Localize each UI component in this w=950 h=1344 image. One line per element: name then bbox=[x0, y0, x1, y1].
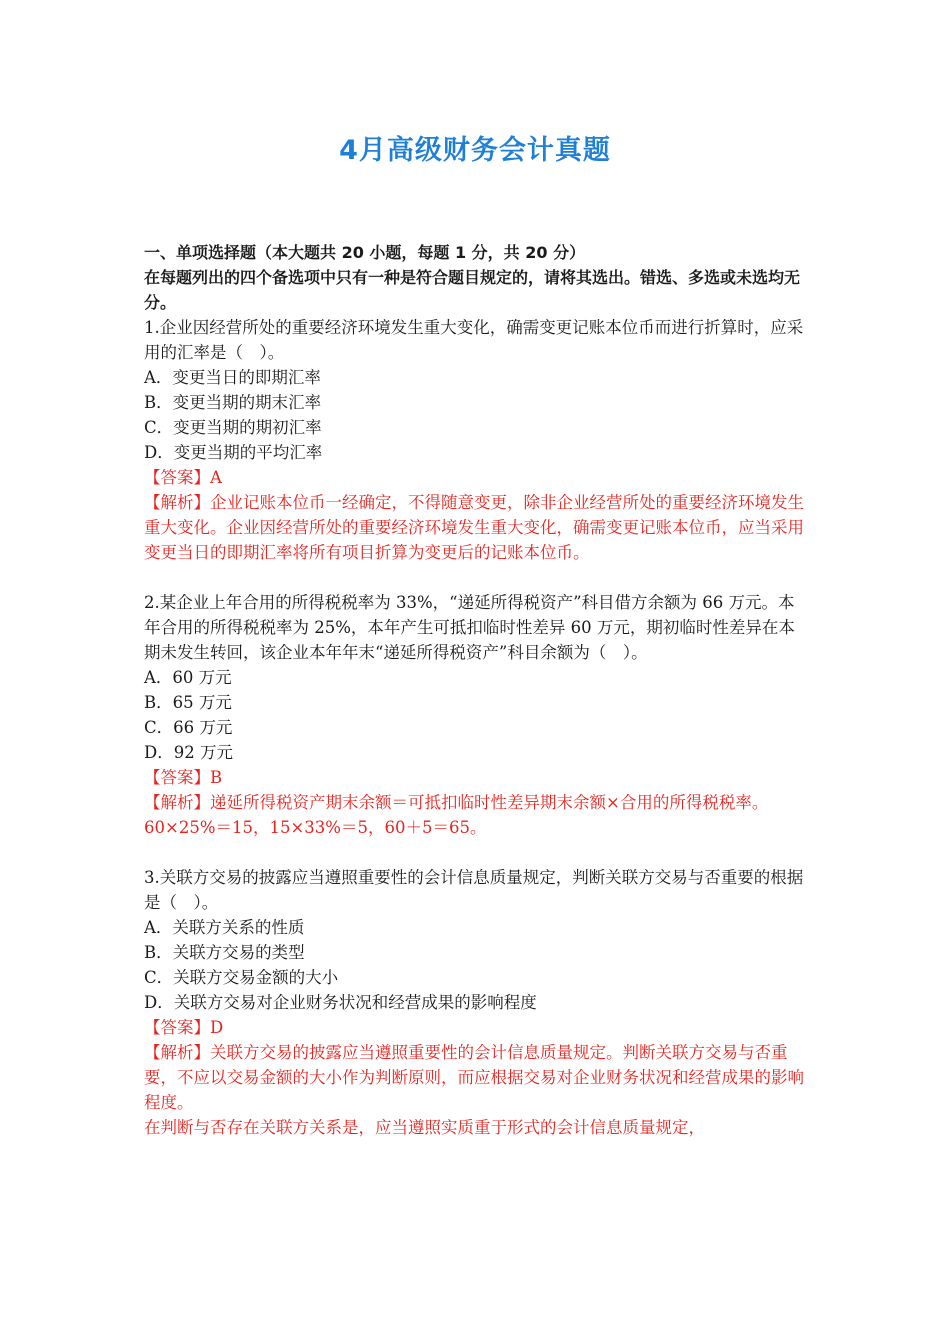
question-stem: 1.企业因经营所处的重要经济环境发生重大变化，确需变更记账本位币而进行折算时，应采用的汇率是（ ）。 bbox=[144, 318, 804, 362]
analysis-text: 在判断与否存在关联方关系是，应当遵照实质重于形式的会计信息质量规定， bbox=[144, 1118, 705, 1137]
question-stem: 3.关联方交易的披露应当遵照重要性的会计信息质量规定，判断关联方交易与否重要的根据是（ ）。 bbox=[144, 868, 804, 912]
answer-text: 【答案】A bbox=[144, 468, 222, 487]
question-option: B．65 万元 bbox=[144, 693, 232, 712]
spacer bbox=[144, 565, 804, 590]
question-stem: 2.某企业上年合用的所得税税率为 33%，“递延所得税资产”科目借方余额为 66 万元。本年合用的所得税税率为 25%，本年产生可抵扣临时性差异 60 万元，期初临时性差异在本期未发生转回，该企业本年年末“递延所得税资产”科目余额为（ ）。 bbox=[144, 593, 795, 662]
analysis-text: 【解析】企业记账本位币一经确定，不得随意变更，除非企业经营所处的重要经济环境发生重大变化。企业因经营所处的重要经济环境发生重大变化，确需变更记账本位币，应当采用变更当日的即期汇率将所有项目折算为变更后的记账本位币。 bbox=[144, 493, 804, 562]
question-block bbox=[144, 865, 804, 1140]
question-option: C．变更当期的期初汇率 bbox=[144, 418, 322, 437]
question-option: B．变更当期的期末汇率 bbox=[144, 393, 322, 412]
question-option: D．变更当期的平均汇率 bbox=[144, 443, 323, 462]
document-body bbox=[144, 240, 804, 1140]
question-option: A．60 万元 bbox=[144, 668, 232, 687]
section-heading: 一、单项选择题（本大题共 20 小题，每题 1 分，共 20 分） bbox=[144, 243, 586, 262]
question-option: C．66 万元 bbox=[144, 718, 233, 737]
question-option: D．92 万元 bbox=[144, 743, 233, 762]
question-option: B．关联方交易的类型 bbox=[144, 943, 305, 962]
question-option: A．变更当日的即期汇率 bbox=[144, 368, 321, 387]
answer-text: 【答案】B bbox=[144, 768, 223, 787]
answer-text: 【答案】D bbox=[144, 1018, 224, 1037]
question-option: A．关联方关系的性质 bbox=[144, 918, 305, 937]
question-block bbox=[144, 315, 804, 565]
question-option: D．关联方交易对企业财务状况和经营成果的影响程度 bbox=[144, 993, 537, 1012]
analysis-calculation: 60×25%＝15，15×33%＝5，60＋5＝65。 bbox=[144, 818, 487, 837]
spacer bbox=[144, 840, 804, 865]
analysis-text: 【解析】关联方交易的披露应当遵照重要性的会计信息质量规定。判断关联方交易与否重要，不应以交易金额的大小作为判断原则，而应根据交易对企业财务状况和经营成果的影响程度。 bbox=[144, 1043, 804, 1112]
analysis-text: 【解析】递延所得税资产期末余额＝可抵扣临时性差异期末余额×合用的所得税税率。 bbox=[144, 793, 769, 812]
document-title: 4月高级财务会计真题 bbox=[339, 135, 611, 166]
question-option: C．关联方交易金额的大小 bbox=[144, 968, 339, 987]
section-instruction: 在每题列出的四个备选项中只有一种是符合题目规定的，请将其选出。错选、多选或未选均无分。 bbox=[144, 268, 801, 312]
question-block bbox=[144, 590, 804, 840]
